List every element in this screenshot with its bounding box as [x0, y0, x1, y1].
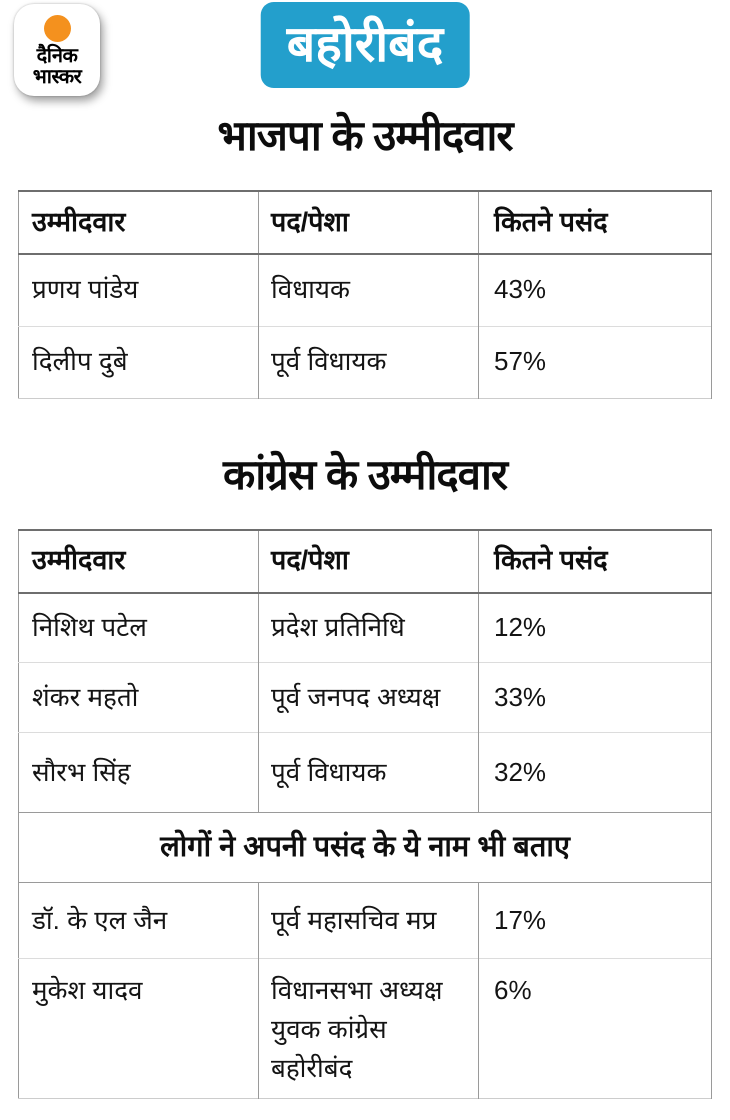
column-header-percent: कितने पसंद	[479, 191, 712, 254]
role-cell: पूर्व जनपद अध्यक्ष	[259, 663, 479, 733]
constituency-banner: बहोरीबंद	[261, 2, 470, 88]
table-row	[19, 663, 712, 733]
candidate-name-cell: प्रणय पांडेय	[19, 254, 259, 326]
role-cell: प्रदेश प्रतिनिधि	[259, 593, 479, 663]
column-header-candidate: उम्मीदवार	[19, 530, 259, 593]
percent-cell: 57%	[479, 326, 712, 398]
role-cell: पूर्व विधायक	[259, 733, 479, 813]
also-mentioned-subheader: लोगों ने अपनी पसंद के ये नाम भी बताए	[19, 813, 712, 883]
table-row	[19, 593, 712, 663]
sun-icon	[44, 15, 71, 42]
table-header-row	[19, 530, 712, 593]
role-cell: पूर्व विधायक	[259, 326, 479, 398]
table-row	[19, 959, 712, 1099]
column-header-role: पद/पेशा	[259, 191, 479, 254]
candidate-name-cell: निशिथ पटेल	[19, 593, 259, 663]
percent-cell: 33%	[479, 663, 712, 733]
role-cell: विधायक	[259, 254, 479, 326]
also-mentioned-subheader-row	[19, 813, 712, 883]
candidate-name-cell: मुकेश यादव	[19, 959, 259, 1099]
candidate-name-cell: शंकर महतो	[19, 663, 259, 733]
percent-cell: 43%	[479, 254, 712, 326]
congress-candidates-table	[18, 529, 712, 1100]
bjp-section-heading: भाजपा के उम्मीदवार	[217, 112, 513, 159]
logo-text-line1: दैनिक	[36, 45, 78, 67]
logo-text-line2: भास्कर	[32, 66, 82, 88]
column-header-candidate: उम्मीदवार	[19, 191, 259, 254]
role-cell: पूर्व महासचिव मप्र	[259, 883, 479, 959]
table-row	[19, 326, 712, 398]
candidate-name-cell: सौरभ सिंह	[19, 733, 259, 813]
percent-cell: 6%	[479, 959, 712, 1099]
candidate-name-cell: दिलीप दुबे	[19, 326, 259, 398]
header-area	[0, 0, 730, 100]
column-header-percent: कितने पसंद	[479, 530, 712, 593]
column-header-role: पद/पेशा	[259, 530, 479, 593]
dainik-bhaskar-logo	[14, 4, 100, 96]
percent-cell: 32%	[479, 733, 712, 813]
role-cell: विधानसभा अध्यक्ष युवक कांग्रेस बहोरीबंद	[259, 959, 479, 1099]
percent-cell: 17%	[479, 883, 712, 959]
congress-section-heading: कांग्रेस के उम्मीदवार	[222, 450, 508, 498]
candidate-name-cell: डॉ. के एल जैन	[19, 883, 259, 959]
table-row	[19, 883, 712, 959]
table-row	[19, 733, 712, 813]
bjp-candidates-table	[18, 190, 712, 399]
table-header-row	[19, 191, 712, 254]
percent-cell: 12%	[479, 593, 712, 663]
table-row	[19, 254, 712, 326]
